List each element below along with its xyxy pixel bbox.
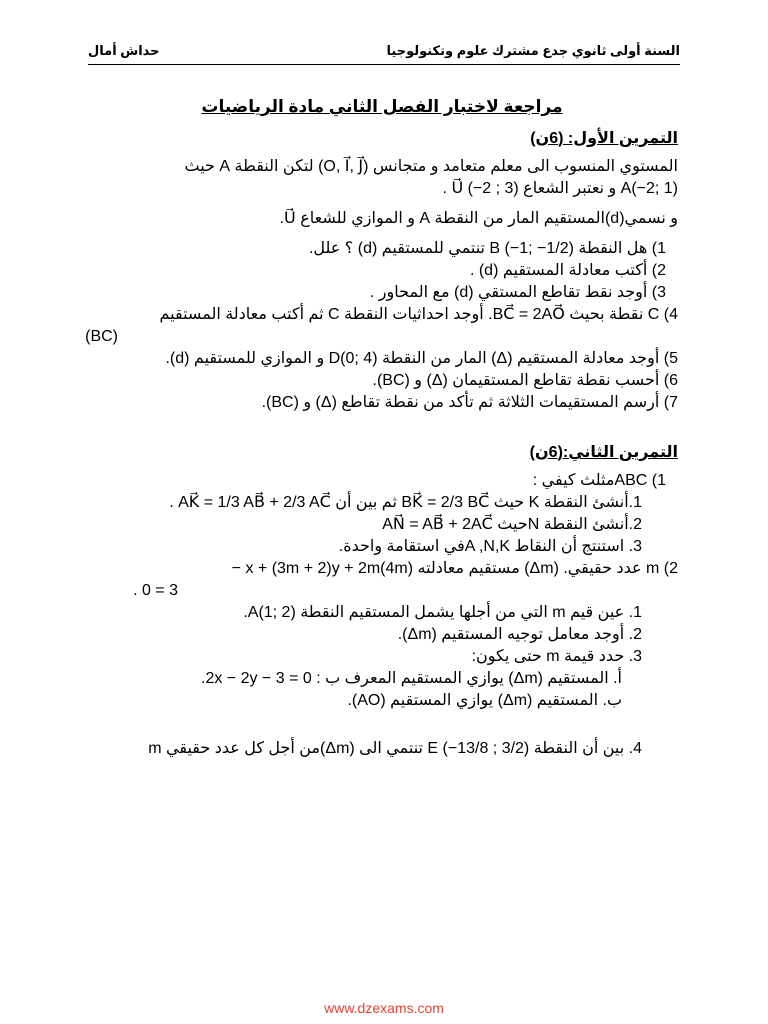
ex1-question: 1) هل النقطة B (−1; −1/2) تنتمي للمستقيم (d) ؟ علل. (308, 240, 666, 257)
ex1-question: 6) أحسب نقطة تقاطع المستقيمان (Δ) و (BC). (372, 372, 678, 389)
document-body (86, 70, 678, 760)
ex1-question: 3) أوجد نقط تقاطع المستقي (d) مع المحاور . (369, 284, 666, 301)
ex1-question: 4) C نقطة بحيث BC⃗ = 2AO⃗. أوجد احداثيات النقطة C ثم أكتب معادلة المستقيم (159, 306, 678, 323)
footer-watermark-url[interactable]: www.dzexams.com (324, 1000, 444, 1016)
ex1-question: 5) أوجد معادلة المستقيم (Δ) المار من النقطة D(0; 4) و الموازي للمستقيم (d). (165, 350, 678, 367)
ex2-part2-item: 3. حدد قيمة m حتى يكون: (471, 648, 642, 665)
ex1-intro-line: A(−2; 1) و نعتبر الشعاع U⃗ (−2 ; 3) . (442, 180, 678, 197)
ex1-question: 7) أرسم المستقيمات الثلاثة ثم تأكد من نقطة تقاطع (Δ) و (BC). (261, 394, 678, 411)
ex2-part2-subitem: أ. المستقيم (Δm) يوازي المستقيم المعرف ب : 2x − 2y − 3 = 0. (201, 670, 622, 687)
ex2-part1-lead: 1) ABCمثلث كيفي : (532, 472, 666, 489)
document-title: مراجعة لاختبار الفصل الثاني مادة الرياضيات (201, 97, 563, 116)
header-teacher: حداش أمال (88, 43, 160, 58)
ex1-question: 2) أكتب معادلة المستقيم (d) . (469, 262, 666, 279)
ex1-intro-line: و نسمي(d)المستقيم المار من النقطة A و الموازي للشعاع U⃗. (279, 210, 678, 227)
ex2-part2-item-4: 4. بين أن النقطة E (−13/8 ; 3/2) تنتمي الى (Δm)من أجل كل عدد حقيقي m (148, 740, 642, 757)
ex1-intro-line: المستوي المنسوب الى معلم متعامد و متجانس (O, I⃗, J⃗) لتكن النقطة A حيث (184, 158, 678, 175)
ex2-part2-item: 1. عين قيم m التي من أجلها يشمل المستقيم النقطة A(1; 2). (243, 604, 642, 621)
exercise-2-title: التمرين الثاني:(6ن) (529, 444, 678, 461)
ex2-part2-lead: 2) m عدد حقيقي. (Δm) مستقيم معادلته (4m)x + (3m + 2)y + 2m − (231, 560, 678, 577)
page-header (88, 38, 680, 65)
ex2-part2-item: 2. أوجد معامل توجيه المستقيم (Δm). (397, 626, 642, 643)
ex2-part1-item: 2.أنشئ النقطة Nحيث AN⃗ = AB⃗ + 2AC⃗ (382, 516, 642, 533)
ex1-question-cont: (BC) (85, 328, 118, 345)
ex2-part2-lead-cont: 3 = 0 . (133, 582, 178, 599)
header-course: السنة أولى ثانوي جدع مشترك علوم وتكنولوجيا (386, 43, 680, 58)
exercise-1-title: التمرين الأول: (6ن) (530, 130, 678, 147)
ex2-part1-item: 1.أنشئ النقطة K حيث BK⃗ = 2/3 BC⃗ ثم بين أن AK⃗ = 1/3 AB⃗ + 2/3 AC⃗ . (169, 494, 642, 511)
ex2-part1-item: 3. استنتج أن النقاط A ,N,Kفي استقامة واحدة. (338, 538, 642, 555)
ex2-part2-subitem: ب. المستقيم (Δm) يوازي المستقيم (AO). (347, 692, 622, 709)
